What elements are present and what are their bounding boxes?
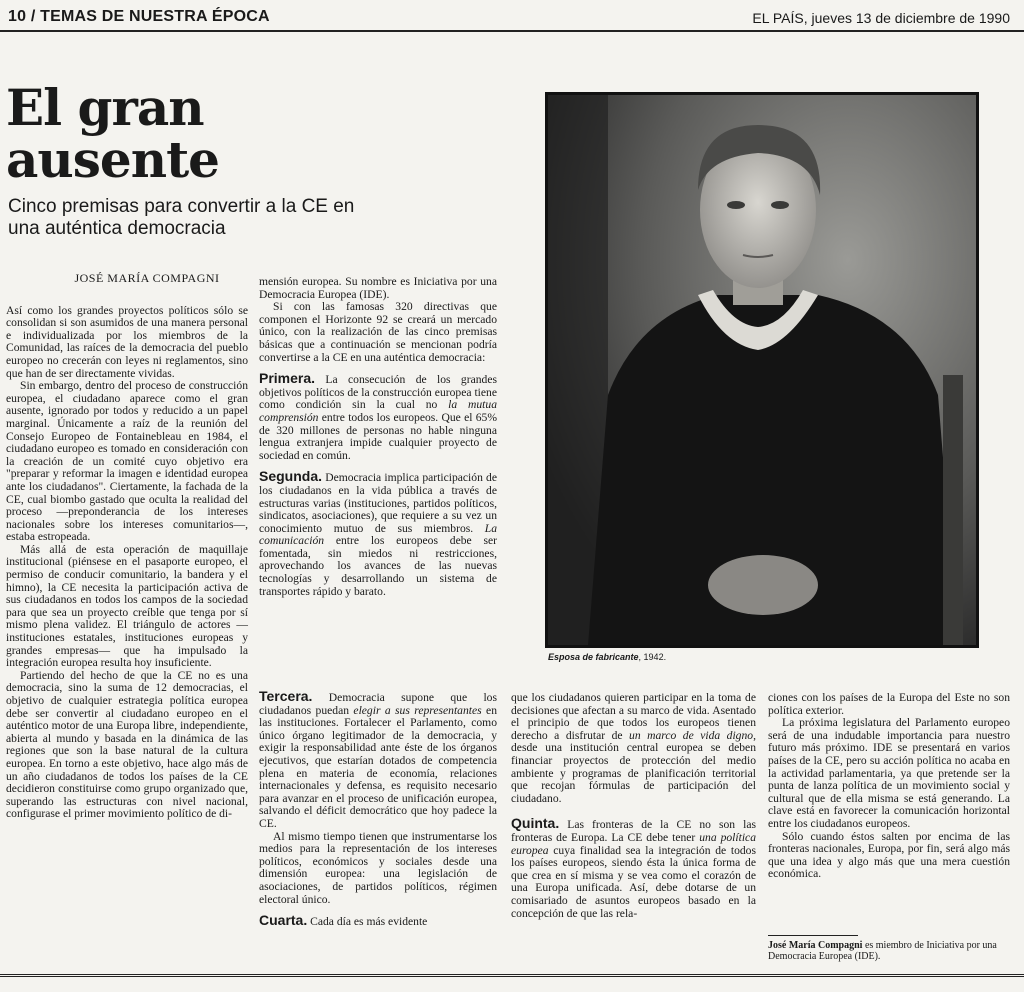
bottom-rule bbox=[0, 974, 1024, 977]
section-header: 10 / TEMAS DE NUESTRA ÉPOCA bbox=[8, 8, 270, 25]
author-name: José María Compagni bbox=[768, 940, 863, 951]
caption-year: , 1942. bbox=[638, 652, 667, 662]
signature-rule bbox=[768, 935, 858, 936]
premise-cuarta: Cuarta. Cada día es más evidente bbox=[259, 912, 428, 929]
publication-date: EL PAÍS, jueves 13 de diciembre de 1990 bbox=[752, 10, 1010, 26]
column-1 bbox=[6, 272, 248, 821]
paragraph: Si con las famosas 320 directivas que componen el Horizonte 92 se creará un mercado único, con la realización de las cinco premisas básicas que a continuación se mencionan podría convertirse a la CE en una auténtica democracia: bbox=[259, 300, 497, 364]
premise-label: Quinta. bbox=[511, 815, 560, 832]
paragraph: Sin embargo, dentro del proceso de construcción europea, el ciudadano aparece como el gran ausente, ignorado por todos y reducido a un papel marginal. Únicamente a raíz de la reunión del Consejo Europeo de Fontainebleau en 1984, el ciudadano europeo es tomado en consideración con la creación de un comité cuyo objetivo era "preparar y reformar la imagen e identidad europea ante los ciudadanos". Ciertamente, la fachada de la CE, cual biombo gastado que oculta la realidad del proceso —preponderancia de los intereses nacionales sobre los intereses comunitarios—, estaba estropeada. bbox=[6, 379, 248, 544]
paragraph: Sólo cuando éstos salten por encima de las fronteras nacionales, Europa, por fin, será algo más que una idea y algo más que una mera cuestión económica. bbox=[768, 829, 1010, 881]
headline: El gran ausente bbox=[6, 78, 219, 189]
subtitle: Cinco premisas para convertir a la CE en una auténtica democracia bbox=[8, 196, 355, 239]
premise-label: Primera. bbox=[259, 370, 316, 387]
paragraph: Así como los grandes proyectos políticos sólo se consolidan si son asumidos de una manera personal e individualizada por los miembros de la Comunidad, las raíces de la democracia del pueblo europeo no crecerán con leyes ni reglamentos, sino que han de ser directamente vividas. bbox=[6, 303, 248, 380]
premise-quinta: Quinta. Las fronteras de la CE no son las fronteras de Europa. La CE debe tener una política europea cuya finalidad sea la integración de todos los países europeos, siendo ésta la única forma de que crea en sí misma y se vea como el corazón de una Europa unificada. Así, debe dotarse de un comisariado de asuntos europeos basado en la concepción de que las rela- bbox=[511, 815, 756, 920]
premise-primera: Primera. La consecución de los grandes objetivos políticos de la construcción europea tiene como condición sin la cual no la mutua comprensión entre todos los europeos. Que el 65% de 320 millones de personas no hable ninguna lengua extranjera impide cualquier proyecto de sociedad en común. bbox=[259, 370, 497, 462]
premise-label: Tercera. bbox=[259, 688, 313, 704]
header-rule bbox=[0, 30, 1024, 32]
author-note: José María Compagni es miembro de Iniciativa por una Democracia Europea (IDE). bbox=[768, 940, 997, 962]
column-2 bbox=[259, 276, 497, 598]
caption-title: Esposa de fabricante bbox=[548, 652, 639, 662]
paragraph: ciones con los países de la Europa del Este no son política exterior. bbox=[768, 691, 1010, 717]
paragraph: Partiendo del hecho de que la CE no es una democracia, sino la suma de 12 democracias, el objetivo de cualquier estrategia política europea debe ser convertir al ciudadano europeo en el auténtico motor de una Europa libre, independiente, abierta al mundo y basada en la dinámica de las regiones que son la base natural de la cultura europea. En torno a este objetivo, hace algo más de un año ciudadanos de todos los países de la CE decidieron constituirse como grupo organizado que, superando las estructuras con nivel nacional, configurase el primer movimiento político de di- bbox=[6, 668, 248, 821]
portrait-photo bbox=[545, 92, 979, 648]
column-3 bbox=[259, 690, 497, 929]
premise-label: Segunda. bbox=[259, 468, 323, 485]
paragraph: La próxima legislatura del Parlamento europeo será de una indudable importancia para nuestro futuro más próximo. IDE se presentará en varios países de la CE, pero su acción política no acaba en la actividad parlamentaria, ya que pretende ser la punta de lanza política de un movimiento social y cultural que de ella misma se está generando. La clave está en favorecer la comunicación horizontal entre los ciudadanos europeos. bbox=[768, 716, 1010, 830]
paragraph: que los ciudadanos quieren participar en la toma de decisiones que afectan a su marco de vida. Asentado el principio de que todos los europeos tienen derecho a disfrutar de un marco de vida digno, desde una institución central europea se deben financiar proyectos de protección del medio ambiente y programas de planificación territorial que recojan fórmulas de participación del ciudadano. bbox=[511, 691, 756, 805]
premise-tercera: Tercera. Democracia supone que los ciudadanos puedan elegir a sus representantes en las instituciones. Fortalecer el Parlamento, como único órgano legitimador de la democracia, y exigir la responsabilidad ante éste de los órganos ejecutivos, que estarían dotados de competencia plena en materia de economía, relaciones internacionales y defensa, es requisito necesario para avanzar en el proceso de unificación europea, salvando el déficit democrático que hoy padece la CE. bbox=[259, 688, 497, 830]
byline: JOSÉ MARÍA COMPAGNI bbox=[74, 271, 220, 285]
portrait-image bbox=[548, 95, 976, 645]
photo-caption bbox=[548, 652, 666, 662]
paragraph: Al mismo tiempo tienen que instrumentarse los medios para la representación de los intereses políticos, económicos y sociales desde una dimensión europea: una legislación de asociaciones, de partidos políticos, régimen electoral único. bbox=[259, 829, 497, 906]
column-5 bbox=[768, 692, 1010, 881]
column-4 bbox=[511, 692, 756, 920]
premise-label: Cuarta. bbox=[259, 912, 308, 929]
premise-segunda: Segunda. Democracia implica participación de los ciudadanos en la vida pública a través de estructuras varias (instituciones, partidos políticos, sindicatos, asociaciones), que requiere a su vez un conocimiento mutuo de sus miembros. La comunicación entre los europeos debe ser fomentada, sin miedos ni restricciones, aprovechando los avances de las nuevas tecnologías y desarrollando un sistema de transportes rápido y barato. bbox=[259, 468, 497, 598]
paragraph: Más allá de esta operación de maquillaje institucional (piénsese en el pasaporte europeo, el permiso de conducir comunitario, la bandera y el himno), la CE necesita la participación activa de sus ciudadanos en todos los campos de la sociedad para que sea un proyecto creíble que tenga por sí mismo plena validez. El triángulo de actores —instituciones estatales, instituciones europeas y grandes empresas— que ha impulsado la integración europea resulta hoy insuficiente. bbox=[6, 542, 248, 670]
paragraph: mensión europea. Su nombre es Iniciativa por una Democracia Europea (IDE). bbox=[259, 275, 497, 301]
